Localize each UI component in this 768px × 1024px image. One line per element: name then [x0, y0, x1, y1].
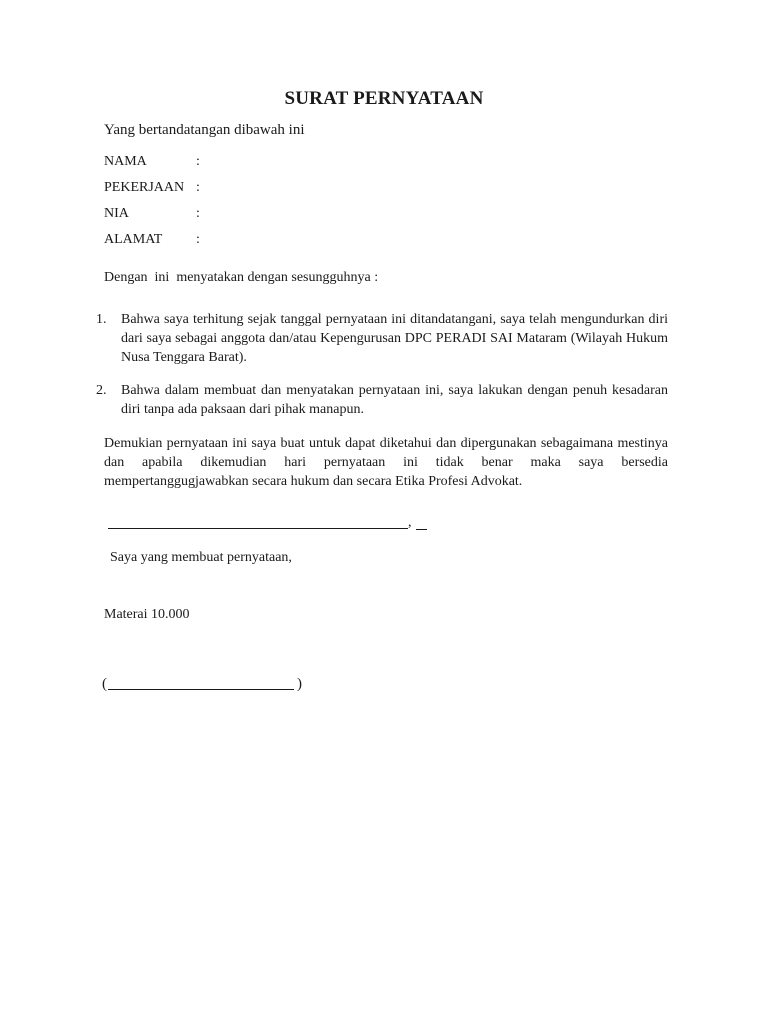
- list-item-text: Bahwa dalam membuat dan menyatakan pernyataan ini, saya lakukan dengan penuh kesadaran diri tanpa ada paksaan dari pihak manapun.: [121, 383, 668, 417]
- list-item-number: 1.: [96, 312, 107, 327]
- signature-close-paren: ): [297, 676, 302, 692]
- intro-text: Yang bertandatangan dibawah ini: [104, 122, 305, 138]
- document-title: SURAT PERNYATAAN: [284, 88, 484, 109]
- field-alamat: [104, 230, 200, 256]
- field-label: PEKERJAAN: [104, 180, 185, 195]
- list-item-number: 2.: [96, 383, 107, 398]
- field-colon: :: [196, 232, 200, 247]
- field-label: NAMA: [104, 154, 147, 169]
- field-colon: :: [196, 206, 200, 221]
- signature-open-paren: (: [102, 676, 107, 692]
- identity-fields: [104, 152, 200, 256]
- signer-caption: Saya yang membuat pernyataan,: [110, 550, 292, 565]
- field-pekerjaan: [104, 178, 200, 204]
- field-label: NIA: [104, 206, 129, 221]
- stamp-duty-label: Materai 10.000: [104, 607, 190, 622]
- field-colon: :: [196, 180, 200, 195]
- field-nama: [104, 152, 200, 178]
- list-item: [96, 310, 668, 367]
- field-colon: :: [196, 154, 200, 169]
- list-item-text: Bahwa saya terhitung sejak tanggal pernyataan ini ditandatangani, saya telah mengundurkan diri dari saya sebagai anggota dan/atau Kepengurusan DPC PERADI SAI Mataram (Wilayah Hukum Nusa Tenggara Barat).: [121, 312, 668, 365]
- signature-name-blank: [108, 689, 294, 690]
- list-item: [96, 381, 668, 419]
- place-date-blank: [108, 522, 408, 529]
- date-year-blank: [416, 529, 427, 530]
- date-separator: ,: [408, 515, 412, 530]
- field-label: ALAMAT: [104, 232, 163, 247]
- statement-text: Dengan ini menyatakan dengan sesungguhnya :: [104, 270, 379, 285]
- closing-paragraph: Demukian pernyataan ini saya buat untuk dapat diketahui dan dipergunakan sebagaimana mestinya dan apabila dikemudian hari pernyataan ini tidak benar maka saya bersedia mempertanggugjawabkan secara hukum dan secara Etika Profesi Advokat.: [104, 436, 668, 489]
- field-nia: [104, 204, 200, 230]
